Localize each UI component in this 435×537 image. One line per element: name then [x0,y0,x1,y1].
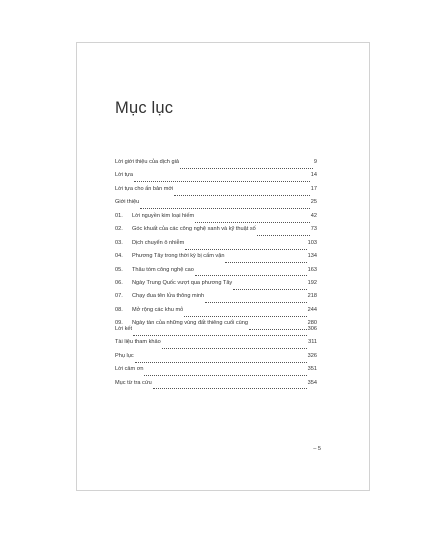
dot-leader [233,289,306,290]
toc-entry-page: 218 [307,293,317,300]
toc-entry-page: 192 [307,279,317,286]
toc-entry-page: 351 [307,366,317,373]
toc-entry-page: 134 [307,253,317,260]
toc-chapter-entry [115,253,317,266]
page-folio: – 5 [313,446,321,452]
toc-entry-page: 326 [307,352,317,359]
dot-leader [174,195,309,196]
dot-leader [153,388,307,389]
toc-entry [115,199,317,212]
chapter-number: 05. [115,266,123,273]
toc-entry-label: Thâu tóm công nghệ cao [132,266,194,273]
dot-leader [144,375,306,376]
toc-entry-label: Phụ lục [115,352,134,359]
book-page [76,42,370,491]
dot-leader [205,302,306,303]
toc-back-matter [115,326,317,393]
dot-leader [180,168,313,169]
toc-entry-label: Dịch chuyển ô nhiễm [132,239,185,246]
chapter-number: 07. [115,293,123,300]
toc-entry [115,353,317,366]
chapter-number: 02. [115,226,123,233]
page-title: Mục lục [115,99,174,117]
toc-entry-label: Mở rộng các khu mỏ [132,306,184,313]
dot-leader [162,348,307,349]
toc-entry-label: Lời cảm ơn [115,366,144,373]
toc-entry-label: Ngày tàn của những vùng đất thiêng cuối cùng [132,320,249,327]
dot-leader [140,208,310,209]
toc-entry-page: 25 [310,199,317,206]
toc-chapter-entry [115,280,317,293]
toc-chapter-entry [115,307,317,320]
toc-chapters [115,213,317,334]
toc-entry-page: 311 [308,339,317,346]
toc-chapter-entry [115,213,317,226]
toc-entry [115,159,317,172]
dot-leader [184,316,306,317]
toc-chapter-entry [115,267,317,280]
toc-entry [115,326,317,339]
toc-entry-label: Lời kết [115,326,133,332]
toc-entry-page: 9 [313,159,317,165]
toc-entry-label: Góc khuất của các công nghệ xanh và kỹ thuật số [132,226,256,233]
dot-leader [185,249,306,250]
toc-entry-label: Lời tựa cho ấn bản mới [115,185,174,192]
toc-entry-label: Lời tựa [115,172,133,179]
dot-leader [133,335,307,336]
toc-entry-page: 280 [307,320,317,327]
dot-leader [225,262,306,263]
toc-chapter-entry [115,240,317,253]
toc-entry-page: 42 [310,213,317,219]
toc-entry [115,186,317,199]
chapter-number: 04. [115,253,123,260]
toc-entry-label: Mục từ tra cứu [115,379,152,386]
dot-leader [257,235,310,236]
toc-entry-page: 73 [310,226,317,233]
toc-entry-label: Lời nguyền kim loại hiếm [132,213,195,219]
chapter-number: 09. [115,320,123,327]
dot-leader [195,275,307,276]
toc-chapter-entry [115,293,317,306]
dot-leader [134,181,310,182]
chapter-number: 06. [115,279,123,286]
toc-entry-page: 103 [307,239,317,246]
toc-entry-page: 306 [307,326,317,332]
toc-entry-page: 17 [310,185,317,192]
toc-entry-label: Ngày Trung Quốc vượt qua phương Tây [132,279,233,286]
toc-entry [115,366,317,379]
dot-leader [135,362,307,363]
toc-front-matter [115,159,317,213]
toc-entry-label: Giới thiệu [115,199,140,206]
toc-entry-label: Tài liệu tham khảo [115,339,161,346]
toc-entry-label: Lời giới thiệu của dịch giả [115,159,179,165]
toc-entry-page: 354 [307,379,317,386]
toc-entry-label: Chạy đua tên lửa thông minh [132,293,205,300]
chapter-number: 03. [115,239,123,246]
toc-entry-page: 163 [307,266,317,273]
toc-entry-page: 14 [310,172,317,179]
toc-entry [115,380,317,393]
chapter-number: 08. [115,306,123,313]
toc-entry-page: 244 [307,306,317,313]
toc-chapter-entry [115,226,317,239]
toc-entry [115,172,317,185]
toc-entry-label: Phương Tây trong thời kỳ bị cấm vận [132,253,225,260]
toc-entry [115,339,317,352]
dot-leader [195,222,310,223]
chapter-number: 01. [115,213,123,219]
